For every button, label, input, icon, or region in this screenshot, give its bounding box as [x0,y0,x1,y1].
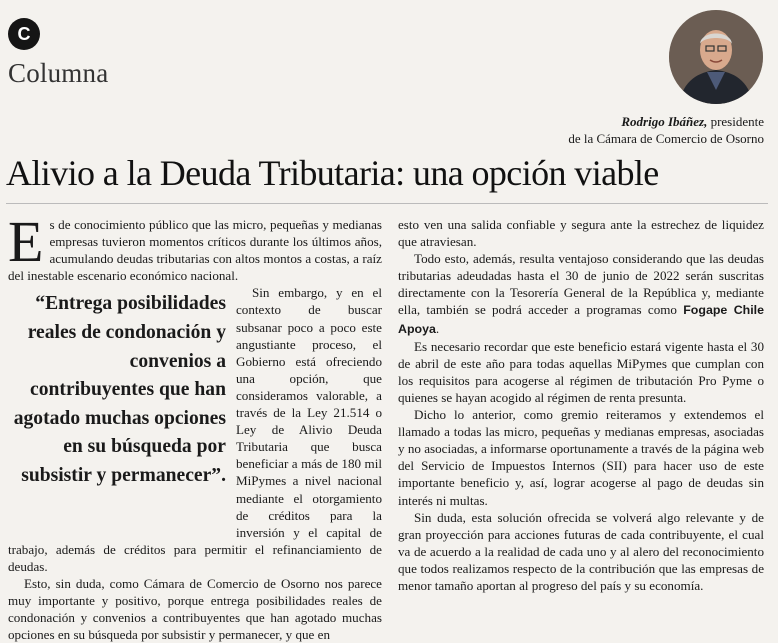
article-column-2 [398,216,764,594]
paragraph: Es necesario recordar que este beneficio estará vigente hasta el 30 de abril de este año para todas aquellas MiPymes que cumplan con los requisitos para acogerse al régimen de tributación Pro Pyme o quienes se hayan acogido al régimen de renta presunta. [398,338,764,405]
paragraph: Esto, sin duda, como Cámara de Comercio de Osorno nos parece muy importante y positivo, porque entrega posibilidades reales de condonación y convenios a contribuyentes que han agotado muchas opciones en su búsqueda por subsistir y permanecer, y que en [8,575,382,643]
author-name: Rodrigo Ibáñez, [621,114,708,129]
program-name: Fogape Chile Apoya [398,303,765,336]
paragraph: Dicho lo anterior, como gremio reiteramos y extendemos el llamado a todas las micro, pequeñas y medianas empresas, asociadas y no asociadas, a informarse oportunamente a través de la página web del Servicio de Impuestos Internos (SII) para hacer uso de este importante beneficio y, así, lograr acogerse al pago de deudas sin interés ni multas. [398,407,764,508]
paragraph: Es de conocimiento público que las micro, pequeñas y medianas empresas tuvieron momentos críticos durante los últimos años, acumulando deudas tributarias con altos montos a costas, a raíz del inestable escenario económico nacional. [8,209,382,284]
article-title: Alivio a la Deuda Tributaria: una opción viable [6,153,659,193]
author-organization: de la Cámara de Comercio de Osorno [568,131,764,146]
article-column-1 [8,209,382,643]
paragraph: esto ven una salida confiable y segura ante la estrechez de liquidez que atraviesan. [398,217,764,250]
pull-quote: “Entrega posibilidades reales de condonación y convenios a contribuyentes que han agotado muchas opciones en su búsqueda por subsistir y permanecer”. [13,293,226,486]
author-credit [568,113,764,147]
drop-cap: E [8,209,44,274]
section-label: Columna [8,58,109,88]
title-divider [6,203,768,204]
paragraph: Todo esto, además, resulta ventajoso considerando que las deudas tributarias adeudadas hasta el 30 de junio de 2022 serán suscritas directamente con la Tesorería General de la República y, mediante ella, también se podrá acceder a programas como Fogape Chile Apoya. [398,251,765,336]
paragraph: Sin duda, esta solución ofrecida se volverá algo relevante y de gran proyección para acciones futuras de cada contribuyente, el cual va de acuerdo a la realidad de cada uno y al alero del reconocimiento que todos realizamos respecto de la contribución que las empresas de menor tamaño aportan al progreso del país y su economía. [398,509,764,593]
paragraph: “Entrega posibilidades reales de condonación y convenios a contribuyentes que han agotado muchas opciones en su búsqueda por subsistir y permanecer”. Sin embargo, y en el contexto de buscar subsanar poco a poco este angustiante proceso, el Gobierno está ofreciendo una opción, que consideramos valorable, a través de la Ley 21.514 o Ley de Alivio Deuda Tributaria que busca beneficiar a más de 180 mil MiPymes a nivel nacional mediante el otorgamiento de créditos para la inversión y el capital de trabajo, además de créditos para permitir el refinanciamiento de deudas. [8,285,382,574]
column-logo: C [8,18,40,50]
author-photo [669,10,763,104]
author-role: presidente [710,114,764,129]
